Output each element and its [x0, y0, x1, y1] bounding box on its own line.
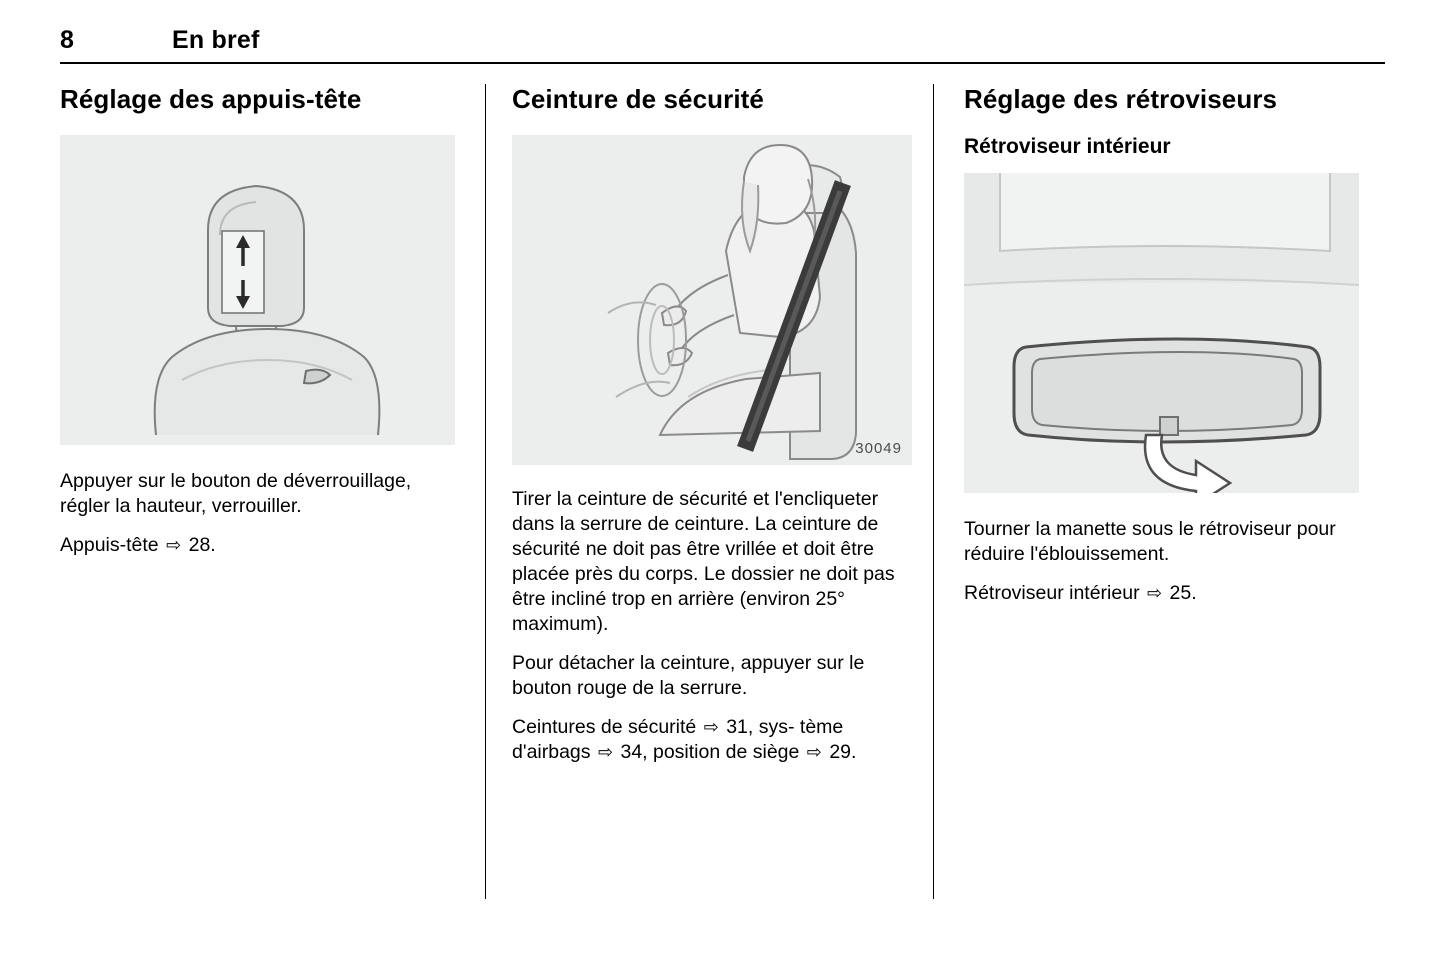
headrest-instruction: Appuyer sur le bouton de déverrouillage, régler la hauteur, verrouiller.: [60, 470, 412, 517]
mirror-instruction: Tourner la manette sous le rétroviseur pour réduire l'éblouissement.: [964, 518, 1336, 565]
seatbelt-reference-page-1: 31, sys-: [726, 716, 795, 738]
seatbelt-reference-label-1: Ceintures de sécurité: [512, 716, 697, 738]
headrest-reference-page: 28.: [188, 534, 216, 556]
seatbelt-reference-page-2: 34, position de: [620, 741, 748, 763]
column-headrest: [60, 84, 485, 899]
reference-arrow-icon: ⇨: [1147, 583, 1163, 604]
page-header: [60, 0, 1385, 52]
seatbelt-illustration: [512, 135, 912, 465]
section-title-seatbelt: Ceinture de sécurité: [512, 84, 764, 114]
page-title: En bref: [172, 26, 260, 54]
headrest-reference-label: Appuis-tête: [60, 534, 159, 556]
section-title-headrest: Réglage des appuis-tête: [60, 84, 362, 114]
section-title-mirrors: Réglage des rétroviseurs: [964, 84, 1278, 114]
mirror-reference-label: Rétroviseur intérieur: [964, 582, 1140, 604]
headrest-figure-svg: [60, 135, 455, 445]
interior-mirror-illustration: [964, 173, 1359, 493]
reference-arrow-icon: ⇨: [597, 742, 614, 763]
seatbelt-figure-svg: [512, 135, 912, 465]
reference-arrow-icon: ⇨: [166, 535, 182, 556]
seatbelt-instruction-1: Tirer la ceinture de sécurité et l'encliqueter dans la serrure de ceinture. La ceinture de sécurité ne doit pas être vrillée et doit être placée près du corps. Le dossier ne doit pas être incliné trop en arrière (environ 25° maximum).: [512, 488, 895, 635]
seatbelt-reference-label-2: tème d'airbags: [512, 716, 844, 763]
page-number: 8: [60, 26, 74, 54]
reference-arrow-icon: ⇨: [806, 742, 822, 763]
figure-code-seatbelt: 30049: [855, 440, 902, 457]
reference-arrow-icon: ⇨: [703, 717, 719, 738]
seatbelt-reference-label-3: siège: [752, 741, 800, 763]
mirror-reference-page: 25.: [1169, 582, 1197, 604]
subsection-title-interior-mirror: Rétroviseur intérieur: [964, 135, 1171, 158]
seatbelt-references: [512, 715, 903, 765]
content-columns: [60, 84, 1385, 899]
headrest-reference: [60, 533, 455, 558]
interior-mirror-figure-svg: [964, 173, 1359, 493]
headrest-adjustment-illustration: [60, 135, 455, 445]
mirror-reference: [964, 581, 1385, 606]
seatbelt-reference-page-3: 29.: [829, 741, 857, 763]
header-divider: [60, 62, 1385, 64]
seatbelt-instruction-2: Pour détacher la ceinture, appuyer sur le bouton rouge de la serrure.: [512, 652, 865, 699]
column-seatbelt: [485, 84, 933, 899]
column-mirrors: [933, 84, 1385, 899]
